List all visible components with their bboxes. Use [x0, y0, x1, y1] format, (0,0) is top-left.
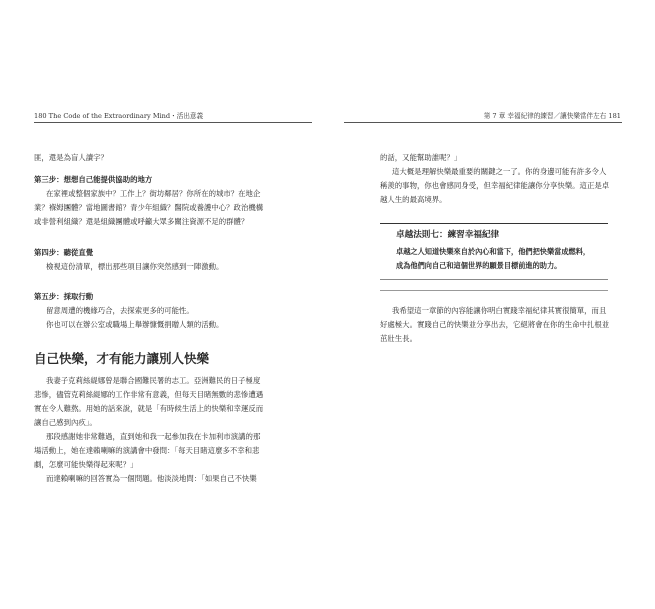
right-line: 這大概是理解快樂最重要的關鍵之一了。你的身邊可能有許多令人 [392, 167, 607, 176]
step-heading: 第五步：採取行動 [34, 292, 94, 301]
right-line: 好處極大。實踐自己的快樂並分享出去，它絕將會在你的生命中扎根並 [380, 320, 610, 329]
right-page [328, 0, 655, 609]
right-header-rule [344, 122, 622, 123]
left-header-rule [34, 122, 312, 123]
left-line: 業？褓姆團體？當地圖書館？青少年組織？醫院或養護中心？政治機構 [34, 203, 264, 212]
step-heading: 第四步：聽從直覺 [34, 248, 94, 257]
body-line: 讓自己感到內疚」。 [34, 418, 97, 427]
body-line: 我妻子克莉絲緹娜曾是聯合國難民署的志工。亞洲難民的日子極度 [46, 376, 261, 385]
callout-line: 成為他們向自己和這個世界的願景目標前進的助力。 [396, 261, 562, 270]
body-line: 那段感謝她非常難過，直到她和我一起參加我在卡加利市演講的那 [46, 432, 261, 441]
section-title: 自己快樂，才有能力讓別人快樂 [34, 351, 210, 366]
left-line: 檢視這份清單，標出那些項目讓你突然感到一陣激動。 [46, 262, 224, 271]
callout-line: 卓越之人知道快樂來自於內心和當下，他們把快樂當成燃料， [396, 247, 591, 256]
right-line: 茁壯生長。 [380, 334, 417, 343]
body-line: 而達賴喇嘛的回答實為一個問題。他淡淡地問：「如果自己不快樂 [46, 474, 257, 483]
left-running-header: 180 The Code of the Extraordinary Mind・活出意義 [34, 112, 204, 120]
left-line: 或非營利組織？還是組織團體或呼籲大眾多關注資源不足的群體？ [34, 217, 249, 226]
right-line: 我希望這一章節的內容能讓你明白實踐幸福紀律其實很簡單，而且 [392, 306, 607, 315]
right-line: 越人生的最高境界。 [380, 195, 447, 204]
left-line: 匪，還是為盲人讀字？ [34, 153, 108, 162]
body-line: 悲慘，儘管克莉絲緹娜的工作非常有意義，但每天目睹無數的悲慘遭遇 [34, 390, 264, 399]
right-line: 稱羨的事物，你也會感同身受，但幸福紀律能讓你分享快樂。這正是卓 [380, 181, 610, 190]
left-line: 在家裡或整個家族中？工作上？街坊鄰居？你所在的城市？在地企 [46, 189, 261, 198]
section-divider [380, 290, 608, 291]
left-line: 你也可以在辦公室或職場上舉辦慷慨捐贈人類的活動。 [46, 320, 224, 329]
body-line: 劇，怎麼可能快樂得起來呢？」 [34, 460, 138, 469]
right-running-header: 第 7 章 幸福紀律的練習／讓快樂當伴左右 181 [483, 112, 621, 120]
body-line: 場活動上，她在達賴喇嘛的演講會中發問：「每天目睹這麼多不幸和悲 [34, 446, 260, 455]
callout-title: 卓越法則七：練習幸福紀律 [396, 230, 500, 240]
left-page [0, 0, 327, 609]
step-heading: 第三步：想想自己能提供協助的地方 [34, 175, 153, 184]
right-line: 的話，又能幫助誰呢？」 [380, 153, 462, 162]
body-line: 實在令人難熬。用她的話來說，就是「有時候生活上的快樂和幸運反而 [34, 404, 264, 413]
left-line: 留意周遭的機緣巧合，去探索更多的可能性。 [46, 306, 194, 315]
